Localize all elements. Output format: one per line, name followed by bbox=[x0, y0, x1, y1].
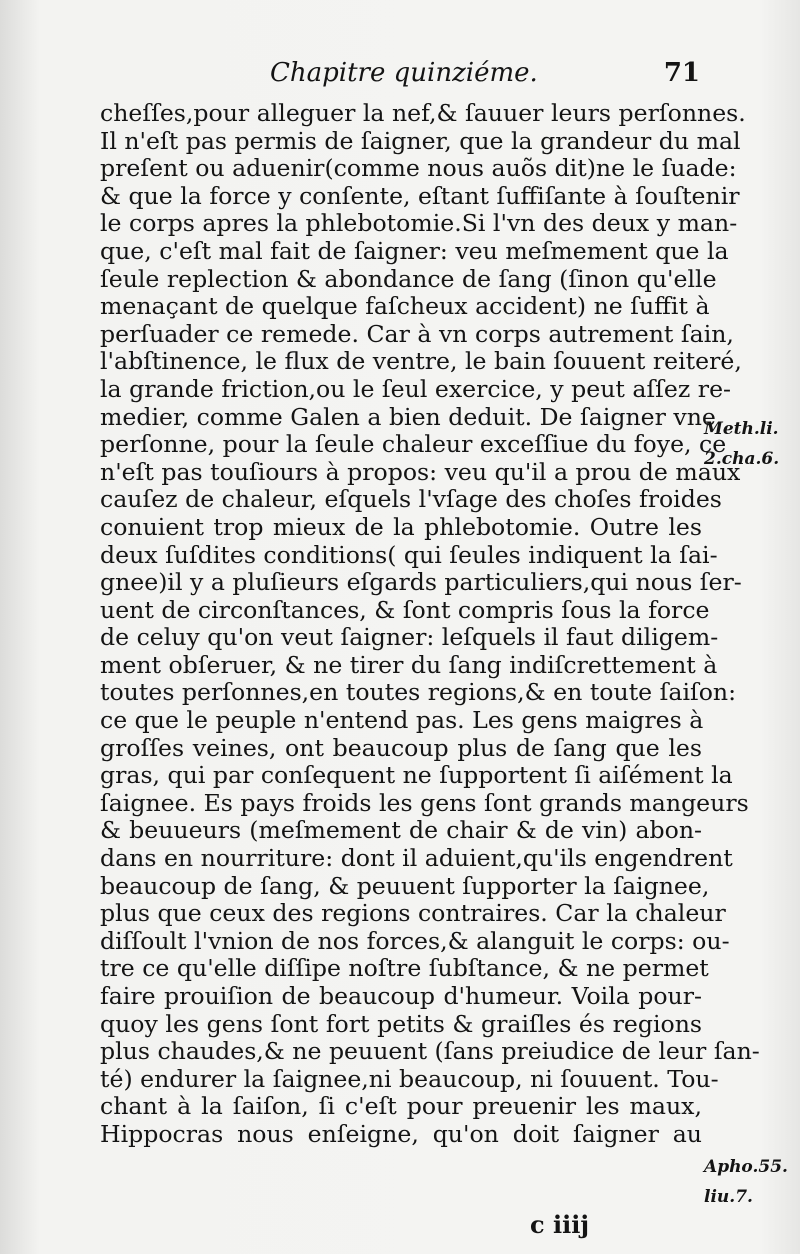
text-line: uent de circonſtances, & ſont compris ſous la force bbox=[100, 595, 710, 624]
text-line: beaucoup de ſang, & peuuent ſupporter la ſaignee, bbox=[100, 871, 710, 900]
text-line: groſſes veines, ont beaucoup plus de ſang que les bbox=[100, 733, 702, 762]
text-line: faire prouiſion de beaucoup d'humeur. Voila pour- bbox=[100, 982, 702, 1010]
text-line: ment obſeruer, & ne tirer du ſang indiſcrettement à bbox=[100, 650, 718, 679]
margin-note-line: Meth.li. bbox=[704, 419, 779, 439]
text-line: gras, qui par conſequent ne ſupportent ſi aiſément la bbox=[100, 761, 733, 790]
text-line: dans en nourriture: dont il aduient,qu'ils engendrent bbox=[100, 844, 733, 873]
page-header bbox=[100, 52, 700, 96]
text-line: ce que le peuple n'entend pas. Les gens maigres à bbox=[100, 706, 704, 735]
text-line: tre ce qu'elle diſſipe noſtre ſubſtance, & ne permet bbox=[100, 954, 709, 983]
text-line: gnee)il y a pluſieurs eſgards particuliers,qui nous ſer- bbox=[100, 568, 742, 597]
text-line: ſeule replection & abondance de ſang (ſinon qu'elle bbox=[100, 264, 717, 293]
text-line: quoy les gens ſont fort petits & graiſles és regions bbox=[100, 1009, 702, 1038]
text-line: deux ſuſdites conditions( qui ſeules indiquent la ſai- bbox=[100, 540, 718, 569]
text-line: Hippocras nous enſeigne, qu'on doit ſaigner au bbox=[100, 1119, 702, 1148]
margin-note-line: Apho.55. bbox=[704, 1157, 788, 1177]
text-line: & que la force y conſente, eſtant ſuffiſante à ſouſtenir bbox=[100, 181, 740, 210]
signature-mark: c iiij bbox=[530, 1210, 590, 1239]
text-line: chant à la ſaiſon, ſi c'eſt pour preuenir les maux, bbox=[100, 1092, 702, 1121]
margin-note-reference bbox=[704, 1152, 796, 1212]
margin-note-line: liu.7. bbox=[704, 1187, 753, 1207]
text-line: preſent ou aduenir(comme nous auõs dit)ne le ſuade: bbox=[100, 154, 737, 183]
text-line: perſonne, pour la ſeule chaleur exceſſiue du foye, ce bbox=[100, 430, 727, 459]
text-line: medier, comme Galen a bien deduit. De ſaigner vne bbox=[100, 402, 716, 431]
text-line: perſuader ce remede. Car à vn corps autrement ſain, bbox=[100, 319, 734, 348]
text-line: conuient trop mieux de la phlebotomie. Outre les bbox=[100, 512, 702, 541]
margin-note-reference bbox=[704, 414, 796, 474]
text-line: l'abſtinence, le flux de ventre, le bain ſouuent reiteré, bbox=[100, 347, 742, 376]
text-line: n'eſt pas touſiours à propos: veu qu'il a prou de maux bbox=[100, 457, 741, 486]
text-line: de celuy qu'on veut ſaigner: leſquels il faut diligem- bbox=[100, 623, 719, 652]
text-line: & beuueurs (meſmement de chair & de vin) abon- bbox=[100, 816, 702, 845]
text-line: té) endurer la ſaignee,ni beaucoup, ni ſouuent. Tou- bbox=[100, 1064, 719, 1093]
text-line: plus que ceux des regions contraires. Car la chaleur bbox=[100, 899, 726, 928]
text-line: Il n'eſt pas permis de ſaigner, que la grandeur du mal bbox=[100, 126, 741, 155]
margin-note-line: 2.cha.6. bbox=[704, 449, 780, 469]
text-line: que, c'eſt mal fait de ſaigner: veu meſmement que la bbox=[100, 236, 729, 265]
running-title: Chapitre quinziéme. bbox=[270, 58, 538, 88]
text-line: menaçant de quelque faſcheux accident) ne ſuffit à bbox=[100, 292, 710, 321]
text-line: cheſſes,pour alleguer la nef,& ſauuer leurs perſonnes. bbox=[100, 99, 746, 127]
text-line: plus chaudes,& ne peuuent (ſans preiudice de leur ſan- bbox=[100, 1037, 760, 1066]
text-line: diſſoult l'vnion de nos forces,& alanguit le corps: ou- bbox=[100, 926, 730, 955]
text-line: toutes perſonnes,en toutes regions,& en toute ſaiſon: bbox=[100, 678, 737, 707]
text-line: cauſez de chaleur, eſquels l'vſage des choſes froides bbox=[100, 485, 722, 514]
text-line: la grande friction,ou le ſeul exercice, y peut aſſez re- bbox=[100, 374, 732, 403]
text-line: le corps apres la phlebotomie.Si l'vn des deux y man- bbox=[100, 209, 738, 238]
text-line: ſaignee. Es pays froids les gens ſont grands mangeurs bbox=[100, 788, 749, 817]
page-number: 71 bbox=[663, 58, 700, 88]
